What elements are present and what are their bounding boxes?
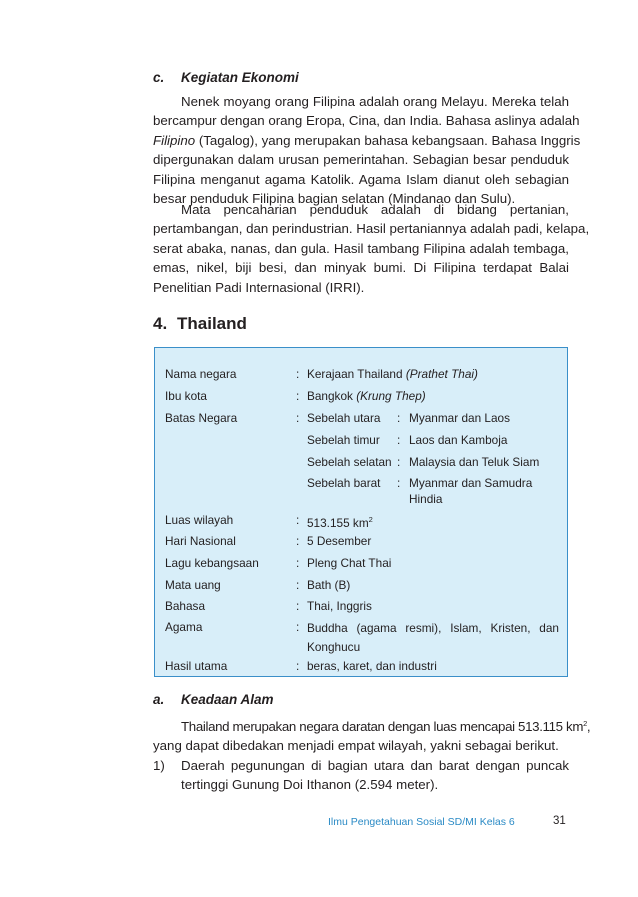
info-value-mata-uang: Bath (B) [307,578,351,592]
info-key-batas: Batas Negara [165,411,238,425]
nama-negara-text: Kerajaan Thailand [307,367,403,381]
item1-line-1: Daerah pegunungan di bagian utara dan barat dengan puncak [181,758,569,773]
batas-dir-utara: Sebelah utara [307,411,381,425]
page-number: 31 [553,815,566,827]
p2-line-3: serat abaka, nanas, dan gula. Hasil tambang Filipina adalah tembaga, [153,240,569,256]
p3-sup: 2 [583,719,587,728]
info-value-bahasa: Thai, Inggris [307,599,372,613]
info-key-ibu-kota: Ibu kota [165,389,207,403]
section-a-title: Keadaan Alam [181,692,274,707]
info-key-luas: Luas wilayah [165,513,234,527]
p3-line-1-end: , [586,719,591,734]
luas-text: 513.155 km [307,516,369,530]
batas-value-barat: Myanmar dan Samudra Hindia [409,476,533,506]
p1-line-5: Filipina menganut agama Katolik. Agama Islam dianut oleh sebagian [153,171,569,187]
p1-line-2: bercampur dengan orang Eropa, Cina, dan India. Bahasa aslinya adalah [153,113,580,129]
p1-line-3-rest: (Tagalog), yang merupakan bahasa kebangsaan. Bahasa Inggris [195,132,581,148]
info-colon: : [296,659,300,673]
p2-line-4: emas, nikel, biji besi, dan minyak bumi. Di Filipina terdapat Balai [153,260,569,276]
item1-line-2: tertinggi Gunung Doi Ithanon (2.594 meter). [181,777,439,793]
section-a-heading [153,692,274,707]
info-value-lagu: Pleng Chat Thai [307,556,392,570]
p1-line-4: dipergunakan dalam urusan pemerintahan. Sebagian besar penduduk [153,152,569,168]
batas-dir-barat: Sebelah barat [307,476,381,490]
info-key-lagu: Lagu kebangsaan [165,556,259,570]
section-4-title: Thailand [177,314,247,333]
nama-negara-italic: (Prathet Thai) [405,367,478,381]
info-colon: : [296,411,300,425]
ibu-kota-text: Bangkok [307,389,353,403]
p3-line-1-text: Thailand merupakan negara daratan dengan luas mencapai 513.115 km [181,719,584,734]
info-key-nama-negara: Nama negara [165,367,237,381]
info-value-hari-nasional: 5 Desember [307,534,372,548]
info-value-nama-negara [307,366,559,382]
p2-line-1: Mata pencaharian penduduk adalah di bidang pertanian, [181,202,569,217]
batas-dir-timur: Sebelah timur [307,433,380,447]
paragraph-1 [153,92,581,208]
info-key-mata-uang: Mata uang [165,578,221,592]
info-value-luas [307,512,559,531]
footer-book-title: Ilmu Pengetahuan Sosial SD/MI Kelas 6 [328,816,515,828]
info-key-hasil: Hasil utama [165,659,228,673]
p2-line-2: pertambangan, dan perindustrian. Hasil pertaniannya adalah padi, kelapa, [153,221,590,237]
list-item-1 [181,756,569,795]
info-colon: : [296,534,300,548]
info-key-bahasa: Bahasa [165,599,206,613]
info-key-hari-nasional: Hari Nasional [165,534,236,548]
p1-italic-filipino: Filipino [153,132,196,148]
luas-sup: 2 [368,515,373,524]
info-colon: : [296,367,300,381]
section-c-title: Kegiatan Ekonomi [181,70,299,85]
info-colon: : [296,620,300,634]
batas-colon: : [397,411,401,425]
info-value-ibu-kota [307,388,559,404]
info-colon: : [296,578,300,592]
p1-line-6: besar penduduk Filipina bagian selatan (Mindanao dan Sulu). [153,191,516,207]
batas-colon: : [397,433,401,447]
info-colon: : [296,599,300,613]
list-item-1-number: 1) [153,758,165,773]
info-key-agama: Agama [165,620,203,634]
info-value-agama: Buddha (agama resmi), Islam, Kristen, dan Konghucu [307,621,559,654]
section-a-label: a. [153,692,165,707]
batas-value-timur: Laos dan Kamboja [409,433,508,447]
section-c-label: c. [153,70,165,85]
section-c-heading [153,70,299,85]
info-colon: : [296,556,300,570]
info-value-hasil: beras, karet, dan industri [307,659,437,673]
p3-line-2: yang dapat dibedakan menjadi empat wilayah, yakni sebagai berikut. [153,738,559,754]
p2-line-5: Penelitian Padi Internasional (IRRI). [153,279,365,295]
p1-line-3 [153,131,581,150]
batas-colon: : [397,476,401,490]
info-colon: : [296,389,300,403]
paragraph-3 [153,714,591,756]
section-4-number: 4. [153,314,168,333]
section-4-heading [153,314,247,334]
ibu-kota-italic: (Krung Thep) [356,389,426,403]
info-colon: : [296,513,300,527]
batas-value-selatan: Malaysia dan Teluk Siam [409,455,540,469]
paragraph-2 [153,200,590,297]
p1-line-1: Nenek moyang orang Filipina adalah orang Melayu. Mereka telah [181,94,569,109]
p3-line-1 [153,714,591,736]
batas-dir-selatan: Sebelah selatan [307,455,392,469]
batas-colon: : [397,455,401,469]
batas-value-utara: Myanmar dan Laos [409,411,510,425]
